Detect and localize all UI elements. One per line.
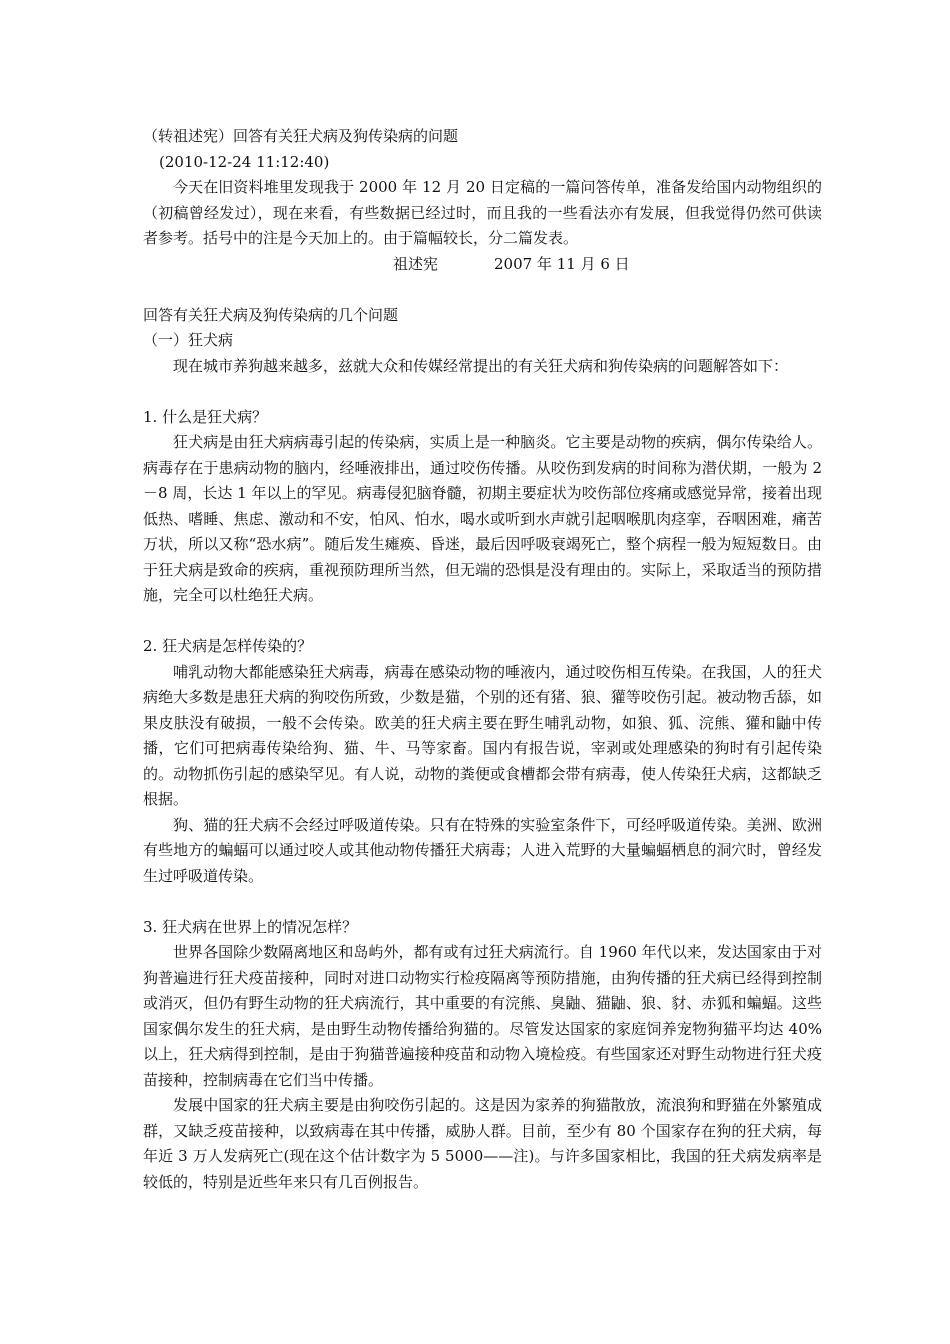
section-heading: （一）狂犬病 bbox=[143, 331, 234, 349]
signature-date: 2007 年 11 月 6 日 bbox=[494, 254, 630, 273]
answer-paragraph: 狂犬病是由狂犬病病毒引起的传染病，实质上是一种脑炎。它主要是动物的疾病，偶尔传染给人。病毒存在于患病动物的脑内，经唾液排出，通过咬伤传播。从咬伤到发病的时间称为潜伏期，一般为 2－8 周，长达 1 年以上的罕见。病毒侵犯脑脊髓，初期主要症状为咬伤部位疼痛或感觉异常，接着出现低热、嗜睡、焦虑、激动和不安，怕风、怕水，喝水或听到水声就引起咽喉肌肉痉挛，吞咽困难，痛苦万状，所以又称“恐水病”。随后发生瘫痪、昏迷，最后因呼吸衰竭死亡，整个病程一般为短短数日。由于狂犬病是致命的疾病，重视预防理所当然，但无端的恐惧是没有理由的。实际上，采取适当的预防措施，完全可以杜绝狂犬病。 bbox=[143, 433, 822, 604]
lead-paragraph: 现在城市养狗越来越多，兹就大众和传媒经常提出的有关狂犬病和狗传染病的问题解答如下： bbox=[173, 356, 789, 375]
post-title: （转祖述宪）回答有关狂犬病及狗传染病的问题 bbox=[143, 127, 459, 145]
answer-paragraph: 狗、猫的狂犬病不会经过呼吸道传染。只有在特殊的实验室条件下，可经呼吸道传染。美洲、欧洲有些地方的蝙蝠可以通过咬人或其他动物传播狂犬病毒；人进入荒野的大量蝙蝠栖息的洞穴时，曾经发生过呼吸道传染。 bbox=[143, 815, 822, 885]
question-heading: 2. 狂犬病是怎样传染的？ bbox=[143, 637, 313, 655]
article-title: 回答有关狂犬病及狗传染病的几个问题 bbox=[143, 305, 399, 324]
answer-paragraph: 哺乳动物大都能感染狂犬病毒，病毒在感染动物的唾液内，通过咬伤相互传染。在我国，人的狂犬病绝大多数是患狂犬病的狗咬伤所致，少数是猫，个别的还有猪、狼、獾等咬伤引起。被动物舌舔，如果皮肤没有破损，一般不会传染。欧美的狂犬病主要在野生哺乳动物，如狼、狐、浣熊、獾和鼬中传播，它们可把病毒传染给狗、猫、牛、马等家畜。国内有报告说，宰剥或处理感染的狗时有引起传染的。动物抓伤引起的感染罕见。有人说，动物的粪便或食槽都会带有病毒，使人传染狂犬病，这都缺乏根据。 bbox=[143, 662, 822, 808]
answer-paragraph: 世界各国除少数隔离地区和岛屿外，都有或有过狂犬病流行。自 1960 年代以来，发达国家由于对狗普遍进行狂犬疫苗接种，同时对进口动物实行检疫隔离等预防措施，由狗传播的狂犬病已经得到控制或消灭，但仍有野生动物的狂犬病流行，其中重要的有浣熊、臭鼬、猫鼬、狼、豺、赤狐和蝙蝠。这些国家偶尔发生的狂犬病，是由野生动物传播给狗猫的。尽管发达国家的家庭饲养宠物狗猫平均达 40%以上，狂犬病得到控制，是由于狗猫普遍接种疫苗和动物入境检疫。有些国家还对野生动物进行狂犬疫苗接种，控制病毒在它们当中传播。 bbox=[143, 943, 822, 1089]
question-heading: 3. 狂犬病在世界上的情况怎样？ bbox=[143, 917, 358, 936]
intro-paragraph: 今天在旧资料堆里发现我于 2000 年 12 月 20 日定稿的一篇问答传单，准备发给国内动物组织的（初稿曾经发过），现在来看，有些数据已经过时，而且我的一些看法亦有发展，但我觉得仍然可供读者参考。括号中的注是今天加上的。由于篇幅较长，分二篇发表。 bbox=[143, 178, 822, 247]
signature-line bbox=[143, 252, 822, 278]
answer-paragraph: 发展中国家的狂犬病主要是由狗咬伤引起的。这是因为家养的狗猫散放，流浪狗和野猫在外繁殖成群，又缺乏疫苗接种，以致病毒在其中传播，威胁人群。目前，至少有 80 个国家存在狗的狂犬病，每年近 3 万人发病死亡(现在这个估计数字为 5 5000——注)。与许多国家相比，我国的狂犬病发病率是较低的，特别是近些年来只有几百例报告。 bbox=[143, 1096, 822, 1191]
question-heading: 1. 什么是狂犬病？ bbox=[143, 407, 268, 426]
signature-author: 祖述宪 bbox=[393, 254, 439, 273]
post-datetime: (2010-12-24 11:12:40) bbox=[159, 152, 330, 171]
